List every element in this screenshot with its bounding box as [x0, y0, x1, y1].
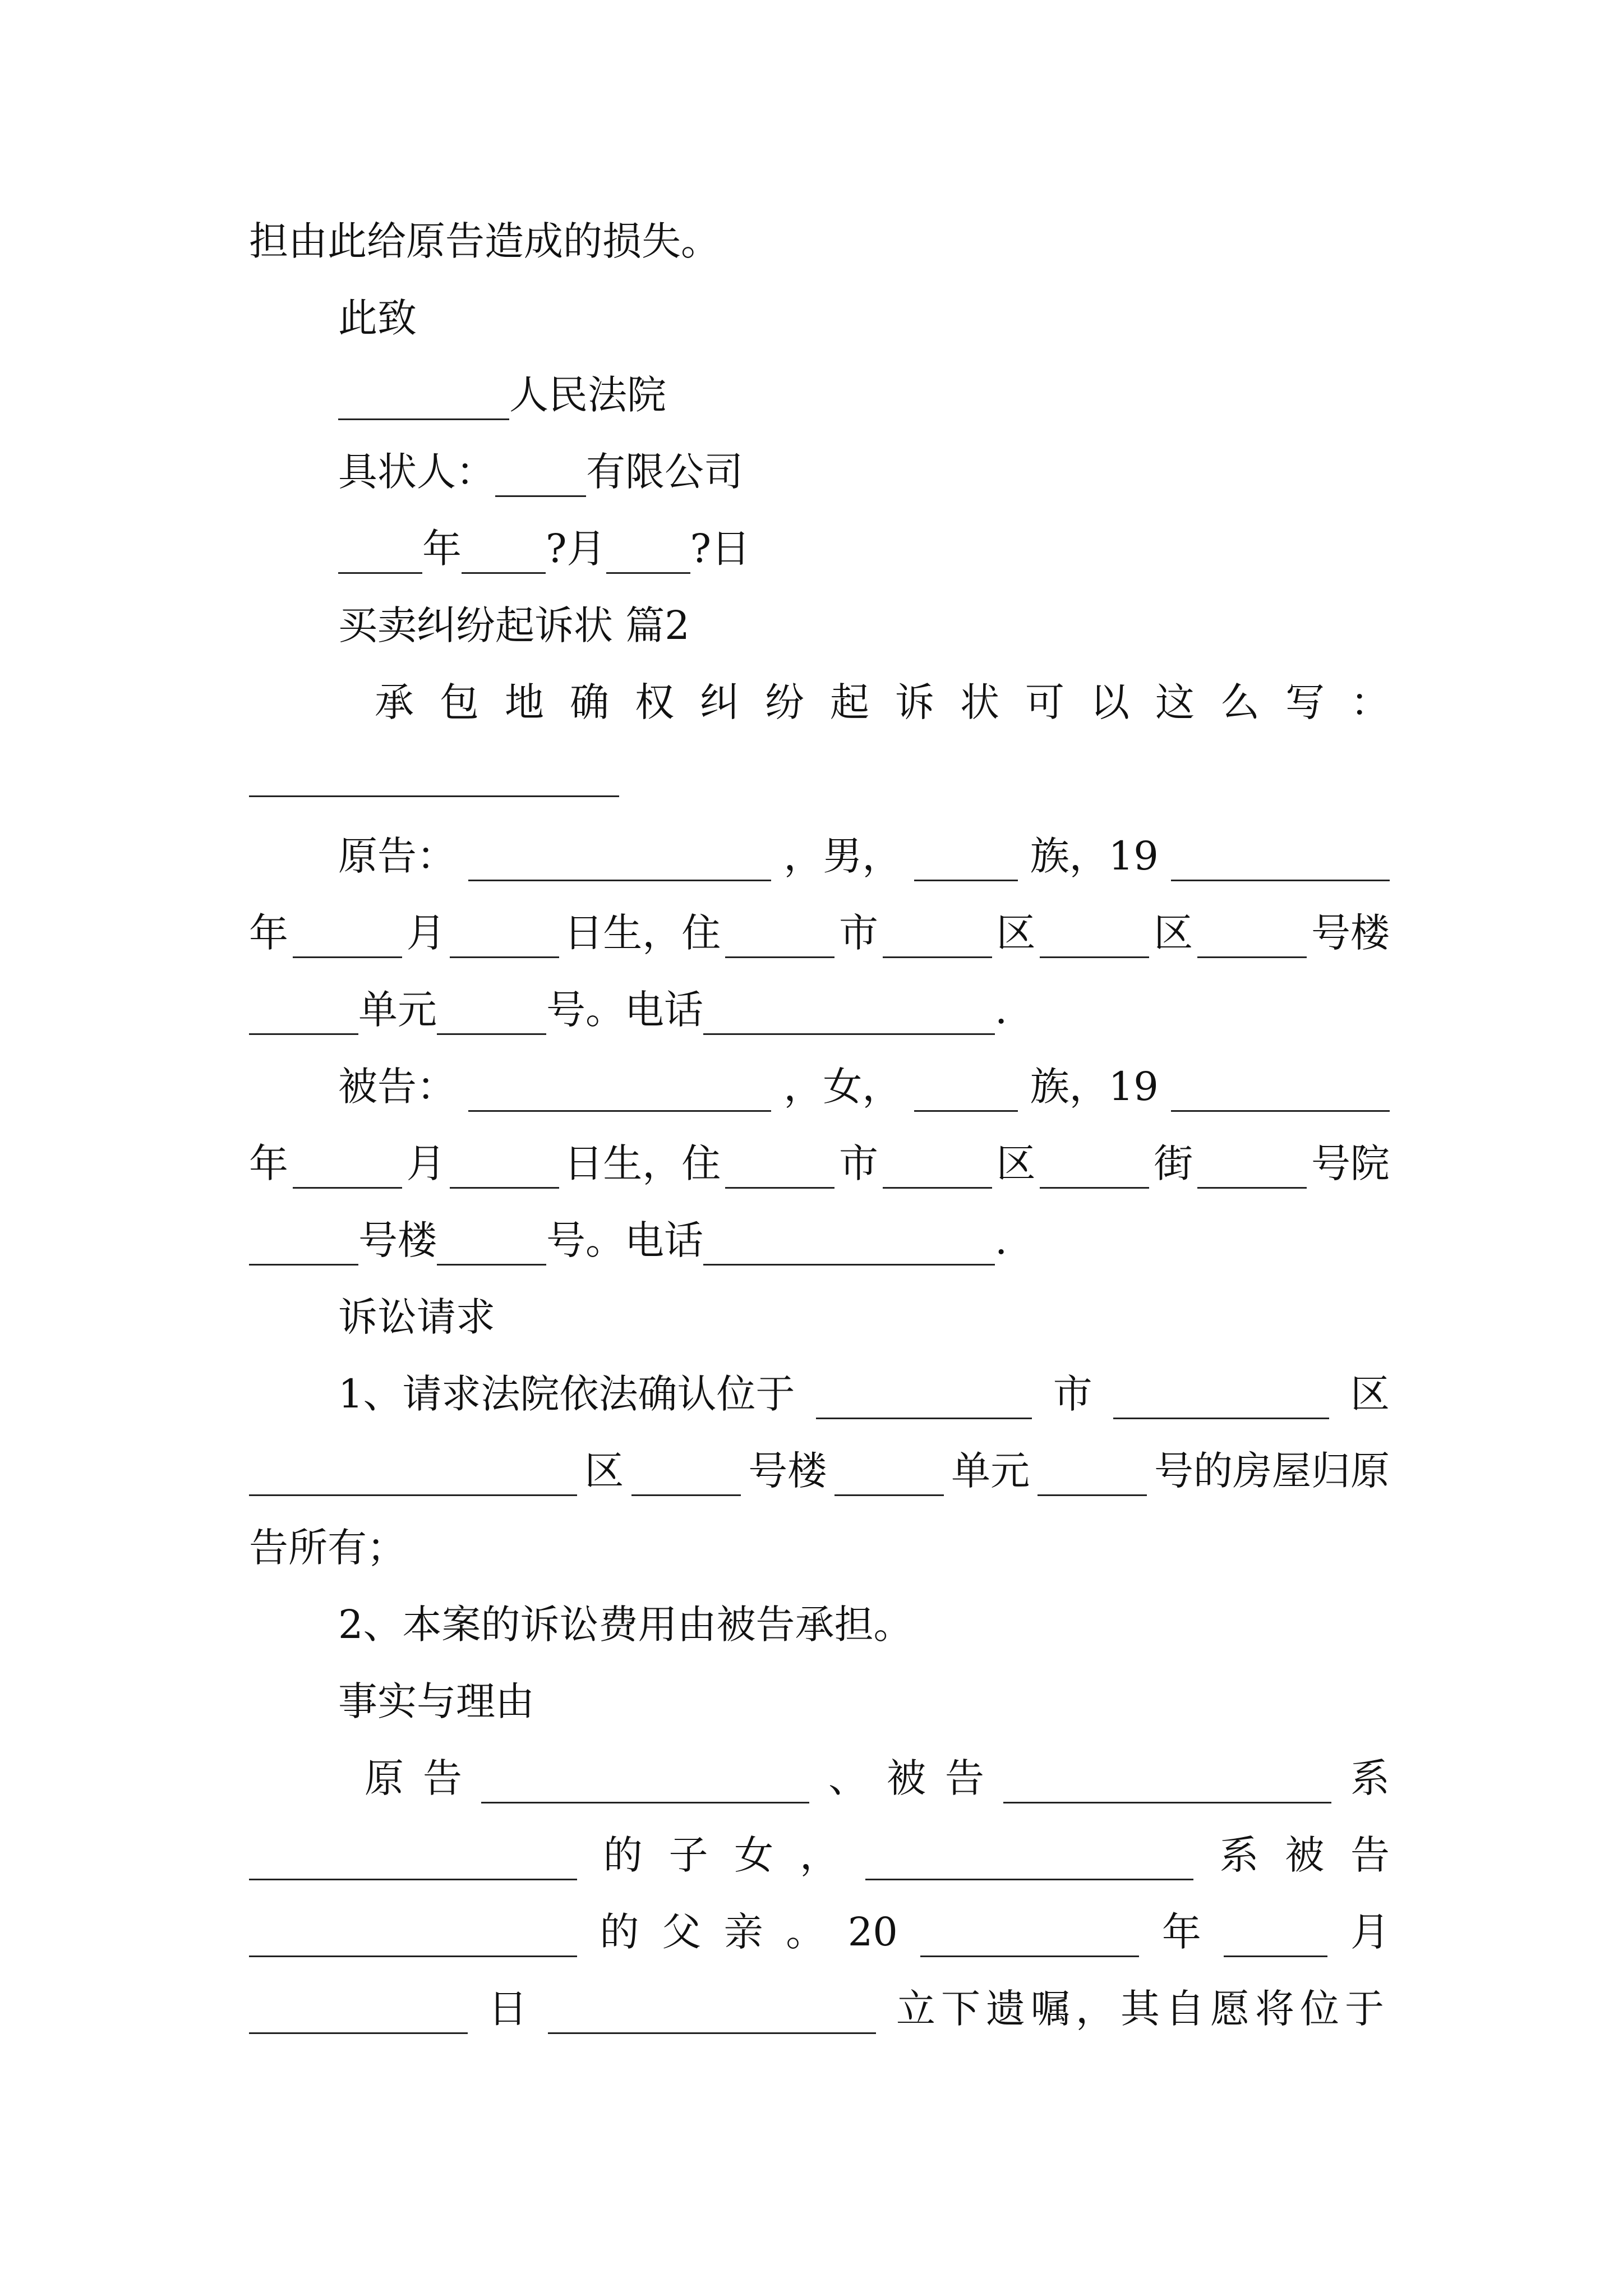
blank-field	[468, 845, 771, 881]
blank-field	[450, 1152, 559, 1189]
blank-field	[437, 1229, 546, 1266]
blank-field	[1171, 1075, 1390, 1112]
blank-field	[249, 999, 358, 1035]
blank-field	[1113, 1383, 1329, 1419]
blank-field	[883, 922, 992, 958]
blank-field	[703, 1229, 995, 1266]
defendant-line-3: 号楼 号。电话 .	[249, 1215, 1007, 1266]
heading-claims: 诉讼请求	[338, 1294, 495, 1340]
facts-line-1: 原 告 、 被 告 系	[365, 1753, 1390, 1803]
blank-field	[437, 999, 546, 1035]
blank-field	[1197, 1152, 1307, 1189]
claim-1-line-1: 1、请求法院依法确认位于 市 区	[338, 1369, 1390, 1419]
blank-field	[725, 922, 834, 958]
heading-facts: 事实与理由	[338, 1678, 534, 1724]
blank-field	[249, 1460, 577, 1496]
plaintiff-line-1: 原告： ，男， 族，19	[338, 831, 1390, 881]
claim-1-line-2: 区 号楼 单元 号的房屋归原	[249, 1446, 1390, 1496]
blank-field	[1003, 1767, 1331, 1803]
blank-field	[249, 1229, 358, 1266]
facts-line-4: 日 立下遗嘱，其自愿将位于	[249, 1984, 1390, 2034]
blank-field	[338, 384, 509, 420]
blank-field	[631, 1460, 741, 1496]
blank-field	[462, 537, 546, 574]
blank-field	[1171, 845, 1390, 881]
defendant-line-2: 年 月 日生，住 市 区 街 号院	[249, 1138, 1390, 1189]
blank-field	[249, 1998, 468, 2034]
paragraph-text: 担由此给原告造成的损失。	[249, 218, 720, 264]
claim-2: 2、本案的诉讼费用由被告承担。	[338, 1602, 913, 1648]
blank-field	[249, 1844, 577, 1880]
blank-field	[495, 461, 586, 497]
blank-field	[1040, 1152, 1149, 1189]
blank-field	[548, 1998, 876, 2034]
blank-line	[249, 795, 619, 797]
blank-field	[481, 1767, 809, 1803]
blank-field	[816, 1383, 1032, 1419]
date-line: 年 ?月 ?日	[338, 523, 750, 574]
salutation: 此致	[338, 295, 417, 341]
blank-field	[1040, 922, 1149, 958]
blank-field	[606, 537, 690, 574]
text-line	[249, 216, 720, 266]
intro-line: 承 包 地 确 权 纠 纷 起 诉 状 可 以 这 么 写 ：	[375, 679, 1390, 725]
blank-field	[450, 922, 559, 958]
blank-field	[920, 1921, 1139, 1957]
blank-field	[1038, 1460, 1147, 1496]
court-line: 人民法院	[338, 370, 666, 420]
claim-1-line-3: 告所有；	[249, 1525, 406, 1571]
plaintiff-line-2: 年 月 日生，住 市 区 区 号楼	[249, 908, 1390, 958]
blank-field	[834, 1460, 944, 1496]
blank-field	[293, 922, 402, 958]
blank-field	[338, 537, 422, 574]
blank-field	[914, 1075, 1018, 1112]
blank-field	[703, 999, 995, 1035]
facts-line-3: 的 父 亲 。 20 年 月	[249, 1907, 1390, 1957]
blank-field	[1197, 922, 1307, 958]
blank-field	[883, 1152, 992, 1189]
blank-field	[865, 1844, 1193, 1880]
defendant-line-1: 被告： ，女， 族，19	[338, 1061, 1390, 1112]
signer-line: 具状人： 有限公司	[338, 447, 743, 497]
blank-field	[914, 845, 1018, 881]
section-title: 买卖纠纷起诉状 篇2	[338, 602, 690, 648]
blank-field	[1224, 1921, 1327, 1957]
facts-line-2: 的 子 女 ， 系 被 告	[249, 1830, 1390, 1880]
blank-field	[293, 1152, 402, 1189]
blank-field	[725, 1152, 834, 1189]
blank-field	[468, 1075, 771, 1112]
plaintiff-line-3: 单元 号。电话 .	[249, 984, 1007, 1035]
blank-field	[249, 1921, 577, 1957]
